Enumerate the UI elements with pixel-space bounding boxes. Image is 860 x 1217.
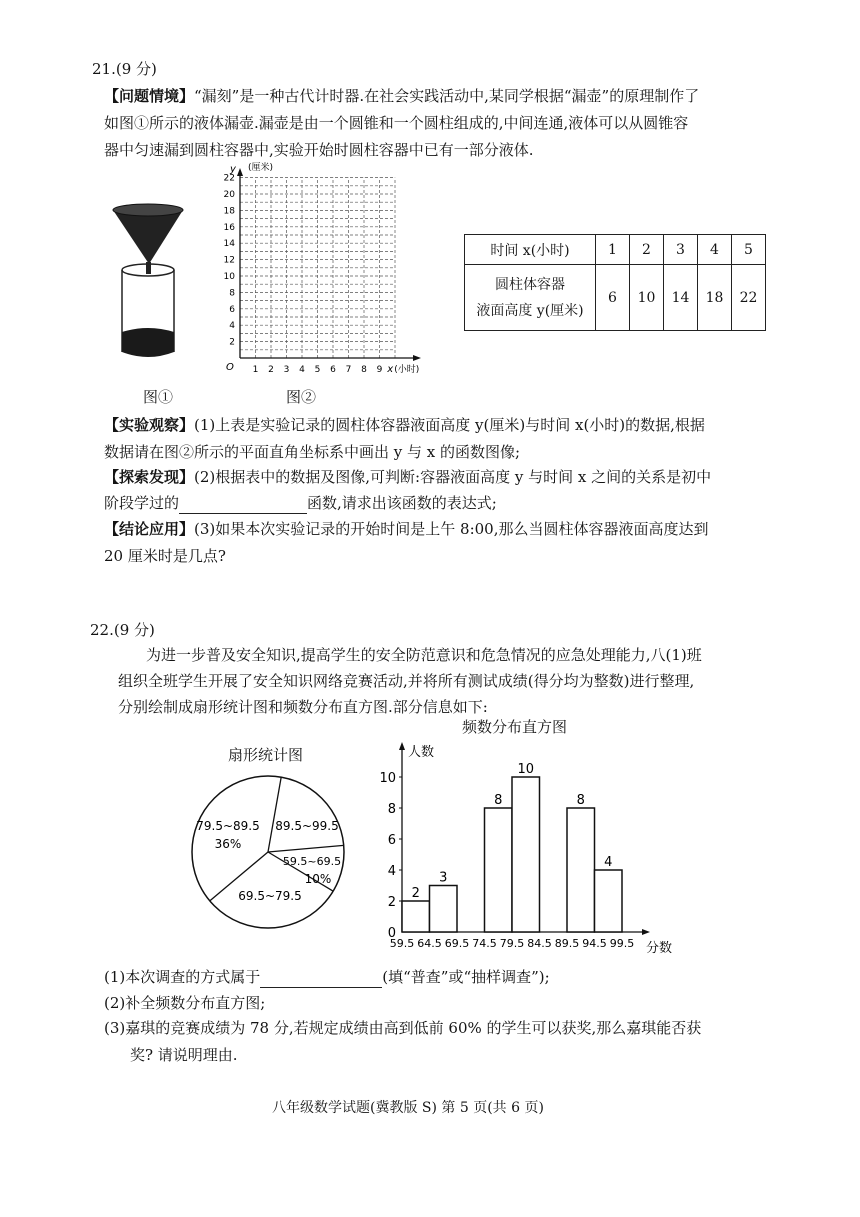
table-cell-time: 3 [664,235,698,265]
x-axis-arrow [642,929,650,935]
q21-observe-line-1 [104,414,705,436]
histogram-title: 频数分布直方图 [462,718,568,736]
table-cell-height: 10 [630,265,664,331]
x-tick-label: 2 [268,365,274,375]
q21-tag-apply: 【结论应用】 [104,520,195,538]
y-tick-label: 8 [229,288,235,299]
q21-explore-line-1 [104,466,711,488]
y-tick-label: 4 [387,864,396,879]
y-tick-label: 0 [387,926,396,941]
figure-2-grid [212,158,452,380]
q22-question-1 [104,966,550,988]
y-tick-label: 10 [379,771,396,786]
q21-observe-line-2: 数据请在图②所示的平面直角坐标系中画出 y 与 x 的函数图像; [104,443,521,461]
x-tick-label: 4 [299,365,305,375]
pie-slice-label: 89.5~99.5 [275,819,339,833]
y-tick-label: 10 [223,272,235,282]
histogram [370,740,700,960]
x-tick-label: 7 [345,365,352,375]
y-axis-label: y [230,164,236,175]
q22-question-1-text-a: (1)本次调查的方式属于 [104,968,261,986]
q22-intro-line-3: 分别绘制成扇形统计图和频数分布直方图.部分信息如下: [118,698,488,716]
q22-intro-line-2: 组织全班学生开展了安全知识网络竞赛活动,并将所有测试成绩(得分均为整数)进行整理, [118,672,695,690]
y-tick-label: 2 [387,895,396,910]
q21-header: 21.(9 分) [92,60,157,78]
y-tick-label: 14 [223,239,235,250]
y-tick-label: 16 [223,222,235,233]
funnel-rim [113,204,183,216]
histogram-bar [595,870,623,932]
x-tick-label: 9 [376,365,383,375]
q21-explore-text-2a: 阶段学过的 [104,494,180,512]
origin-label: O [226,362,234,373]
x-tick-label: 1 [252,365,259,375]
q22-header: 22.(9 分) [90,621,155,639]
q21-context-line-3: 器中匀速漏到圆柱容器中,实验开始时圆柱容器中已有一部分液体. [104,141,534,159]
table-head-height-line-1: 圆柱体容器 [495,276,565,293]
histogram-bar-label: 8 [494,793,503,808]
q22-question-2: (2)补全频数分布直方图; [104,994,266,1012]
histogram-bar [567,808,595,932]
pie-slice-percent: 36% [214,837,242,851]
pie-slice-percent: 10% [304,872,332,886]
q21-observe-text-1: (1)上表是实验记录的圆柱体容器液面高度 y(厘米)与时间 x(小时)的数据,根据 [194,416,705,434]
y-axis-arrow [237,168,243,176]
y-tick-label: 4 [229,321,235,332]
q22-intro-line-1: 为进一步普及安全知识,提高学生的安全防范意识和危急情况的应急处理能力,八(1)班 [146,646,702,664]
q21-tag-observe: 【实验观察】 [104,416,195,434]
pie-chart [188,772,348,932]
x-axis-arrow [413,355,421,361]
table-cell-height: 18 [698,265,732,331]
q21-apply-line-2: 20 厘米时是几点? [104,547,226,565]
x-tick-label: 8 [361,365,367,375]
table-cell-time: 4 [698,235,732,265]
q21-explore-text-1: (2)根据表中的数据及图像,可判断:容器液面高度 y 与时间 x 之间的关系是初中 [194,468,712,486]
table-cell-height: 6 [596,265,630,331]
x-tick-label: 79.5 [499,937,525,950]
table-cell-height: 14 [664,265,698,331]
pie-chart-title: 扇形统计图 [228,746,304,764]
histogram-bar [512,777,540,932]
pie-slice-boundary [268,777,281,852]
y-tick-label: 6 [387,833,396,848]
q22-question-3-line-1: (3)嘉琪的竞赛成绩为 78 分,若规定成绩由高到低前 60% 的学生可以获奖,那么嘉琪能否获 [104,1019,702,1037]
q21-context-line-1 [104,85,699,107]
x-tick-label: 59.5 [389,937,415,950]
histogram-bar [485,808,513,932]
y-axis-arrow [399,742,405,750]
q21-tag-explore: 【探索发现】 [104,468,195,486]
table-row-height [465,265,766,331]
y-tick-label: 6 [229,304,235,315]
figure-1-label: 图① [143,388,174,406]
page-footer: 八年级数学试题(冀教版 S) 第 5 页(共 6 页) [272,1100,544,1116]
y-tick-label: 20 [223,190,235,200]
x-tick-label: 74.5 [472,937,497,950]
q21-context-line-2: 如图①所示的液体漏壶.漏壶是由一个圆锥和一个圆柱组成的,中间连通,液体可以从圆锥容 [104,114,689,132]
histogram-bar-label: 2 [411,886,420,901]
pie-slice-label: 59.5~69.5 [282,855,342,868]
table-cell-height: 22 [732,265,766,331]
pie-slice-boundary [268,845,344,852]
figure-2-label: 图② [286,388,317,406]
q21-context-text-1: “漏刻”是一种古代计时器.在社会实践活动中,某同学根据“漏壶”的原理制作了 [194,87,700,105]
x-tick-label: 99.5 [609,937,635,950]
x-tick-label: 94.5 [582,937,607,950]
table-head-height [465,265,596,331]
y-tick-label: 2 [229,337,235,348]
pie-slice-label: 69.5~79.5 [238,889,302,903]
y-tick-label: 18 [223,206,235,217]
x-axis-label: x [387,364,394,375]
x-tick-label: 64.5 [417,937,442,950]
q22-answer-blank[interactable] [260,969,382,988]
table-cell-time: 5 [732,235,766,265]
histogram-bar [402,901,430,932]
x-tick-label: 5 [314,365,321,375]
x-tick-label: 3 [283,365,290,375]
y-tick-label: 8 [387,802,396,817]
q21-explore-line-2 [104,492,497,514]
y-tick-label: 12 [223,255,235,266]
y-axis-unit: (厘米) [248,163,274,173]
cylinder-liquid [122,328,174,357]
pie-slice-label: 79.5~89.5 [196,819,260,833]
q22-question-1-text-b: (填“普查”或“抽样调查”); [382,968,550,986]
table-head-height-line-2: 液面高度 y(厘米) [476,302,584,319]
y-axis-label: 人数 [408,745,435,760]
histogram-bar-label: 4 [604,855,613,870]
histogram-bar-label: 10 [517,762,535,777]
q21-explore-text-2b: 函数,请求出该函数的表达式; [307,494,497,512]
y-tick-label: 22 [223,173,235,184]
q21-apply-line-1 [104,518,709,540]
table-head-time: 时间 x(小时) [465,235,596,265]
table-row-time [465,235,766,265]
q21-apply-text-1: (3)如果本次实验记录的开始时间是上午 8:00,那么当圆柱体容器液面高度达到 [194,520,709,538]
x-tick-label: 6 [330,365,336,375]
x-axis-unit: (小时) [394,365,420,375]
funnel-cone [113,210,183,264]
table-cell-time: 2 [630,235,664,265]
figure-1-vessel [108,200,188,370]
q21-answer-blank[interactable] [179,495,307,514]
x-axis-label: 分数 [646,941,673,956]
table-cell-time: 1 [596,235,630,265]
x-tick-label: 69.5 [444,937,470,950]
record-table [464,234,766,331]
histogram-bar-label: 3 [439,870,448,886]
histogram-bar [430,886,458,933]
histogram-bar-label: 8 [576,793,585,808]
q21-tag-context: 【问题情境】 [104,87,195,105]
q22-question-3-line-2: 奖? 请说明理由. [130,1046,238,1064]
x-tick-label: 89.5 [554,937,580,950]
x-tick-label: 84.5 [527,937,552,950]
